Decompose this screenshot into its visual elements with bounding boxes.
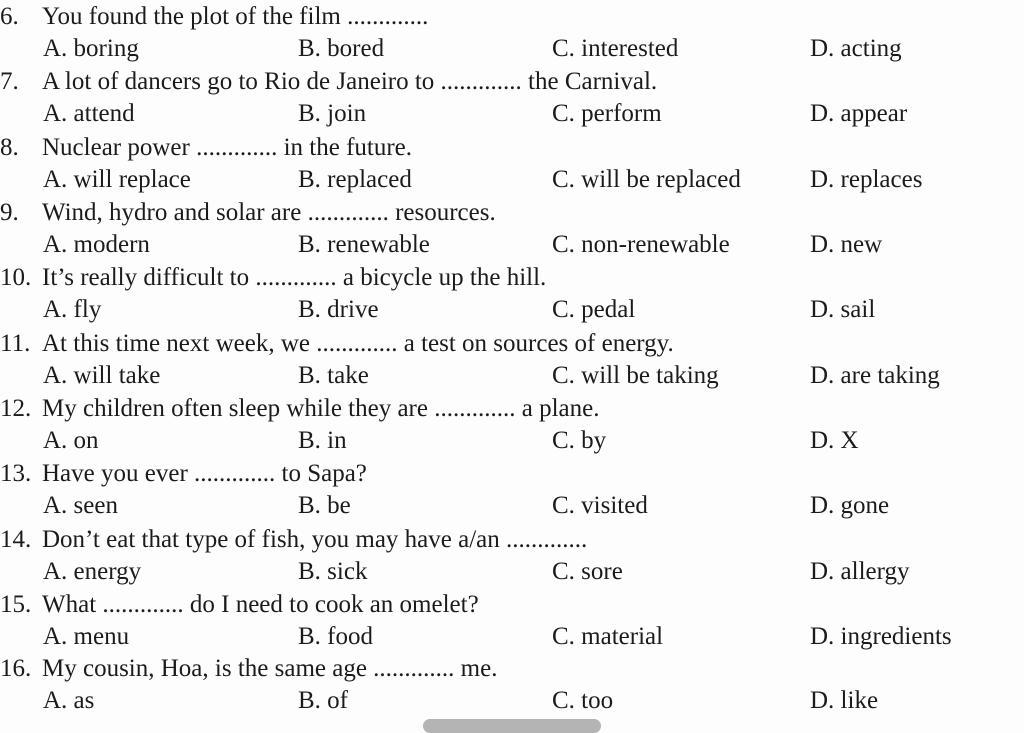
- question-line: [0, 459, 367, 489]
- question-15: [0, 590, 1024, 655]
- option-a: A. as: [43, 687, 95, 714]
- question-number: 14.: [0, 526, 32, 553]
- question-text: A lot of dancers go to Rio de Janeiro to ............. the Carnival.: [42, 68, 658, 95]
- question-line: [0, 2, 428, 32]
- option-b: B. drive: [298, 296, 379, 323]
- question-16: [0, 654, 1024, 719]
- option-b: B. join: [298, 100, 367, 127]
- option-d: D. gone: [810, 492, 890, 519]
- question-11: [0, 329, 1024, 394]
- option-d: D. are taking: [810, 362, 940, 389]
- option-d: D. new: [810, 231, 883, 258]
- question-number: 8.: [0, 134, 19, 161]
- option-a: A. will replace: [43, 166, 191, 193]
- option-b: B. food: [298, 623, 373, 650]
- question-line: [0, 67, 657, 97]
- question-text: Nuclear power ............. in the future.: [42, 134, 413, 161]
- scroll-indicator[interactable]: [423, 719, 601, 733]
- option-b: B. sick: [298, 558, 368, 585]
- question-number: 15.: [0, 591, 32, 618]
- option-c: C. will be taking: [552, 362, 719, 389]
- question-line: [0, 394, 599, 424]
- option-c: C. by: [552, 427, 607, 454]
- question-9: [0, 198, 1024, 263]
- question-text: What ............. do I need to cook an omelet?: [42, 591, 479, 618]
- option-b: B. renewable: [298, 231, 430, 258]
- question-text: At this time next week, we ............. a test on sources of energy.: [42, 330, 674, 357]
- question-line: [0, 133, 412, 163]
- option-d: D. replaces: [810, 166, 923, 193]
- option-d: D. like: [810, 687, 879, 714]
- question-number: 11.: [0, 330, 31, 357]
- option-a: A. boring: [43, 35, 139, 62]
- question-10: [0, 263, 1024, 328]
- question-line: [0, 525, 587, 555]
- question-line: [0, 263, 546, 293]
- option-c: C. too: [552, 687, 614, 714]
- question-text: Have you ever ............. to Sapa?: [42, 460, 367, 487]
- question-text: It’s really difficult to ............. a bicycle up the hill.: [42, 264, 547, 291]
- option-b: B. replaced: [298, 166, 412, 193]
- option-a: A. menu: [43, 623, 130, 650]
- option-c: C. material: [552, 623, 664, 650]
- question-number: 10.: [0, 264, 32, 291]
- option-c: C. interested: [552, 35, 679, 62]
- option-c: C. non-renewable: [552, 231, 730, 258]
- option-c: C. pedal: [552, 296, 636, 323]
- question-number: 16.: [0, 655, 32, 682]
- option-a: A. energy: [43, 558, 142, 585]
- option-b: B. of: [298, 687, 348, 714]
- option-a: A. on: [43, 427, 99, 454]
- option-b: B. bored: [298, 35, 385, 62]
- question-text: Wind, hydro and solar are ............. resources.: [42, 199, 496, 226]
- question-text: Don’t eat that type of fish, you may have a/an .............: [42, 526, 588, 553]
- question-number: 6.: [0, 3, 19, 30]
- question-line: [0, 654, 497, 684]
- question-number: 12.: [0, 395, 32, 422]
- option-d: D. acting: [810, 35, 902, 62]
- question-13: [0, 459, 1024, 524]
- option-a: A. fly: [43, 296, 102, 323]
- question-line: [0, 329, 674, 359]
- question-12: [0, 394, 1024, 459]
- option-a: A. seen: [43, 492, 118, 519]
- question-text: My cousin, Hoa, is the same age ............. me.: [42, 655, 498, 682]
- question-line: [0, 198, 496, 228]
- option-a: A. will take: [43, 362, 161, 389]
- option-c: C. visited: [552, 492, 648, 519]
- option-d: D. allergy: [810, 558, 910, 585]
- option-d: D. X: [810, 427, 859, 454]
- question-line: [0, 590, 479, 620]
- option-d: D. sail: [810, 296, 876, 323]
- question-number: 13.: [0, 460, 32, 487]
- question-7: [0, 67, 1024, 132]
- option-b: B. in: [298, 427, 347, 454]
- option-c: C. perform: [552, 100, 662, 127]
- option-c: C. sore: [552, 558, 623, 585]
- option-d: D. ingredients: [810, 623, 952, 650]
- question-number: 7.: [0, 68, 19, 95]
- question-14: [0, 525, 1024, 590]
- question-8: [0, 133, 1024, 198]
- option-b: B. take: [298, 362, 369, 389]
- question-text: My children often sleep while they are ............. a plane.: [42, 395, 600, 422]
- option-d: D. appear: [810, 100, 908, 127]
- option-a: A. attend: [43, 100, 135, 127]
- question-6: [0, 2, 1024, 67]
- option-a: A. modern: [43, 231, 150, 258]
- question-text: You found the plot of the film .............: [42, 3, 429, 30]
- option-b: B. be: [298, 492, 351, 519]
- option-c: C. will be replaced: [552, 166, 741, 193]
- question-number: 9.: [0, 199, 19, 226]
